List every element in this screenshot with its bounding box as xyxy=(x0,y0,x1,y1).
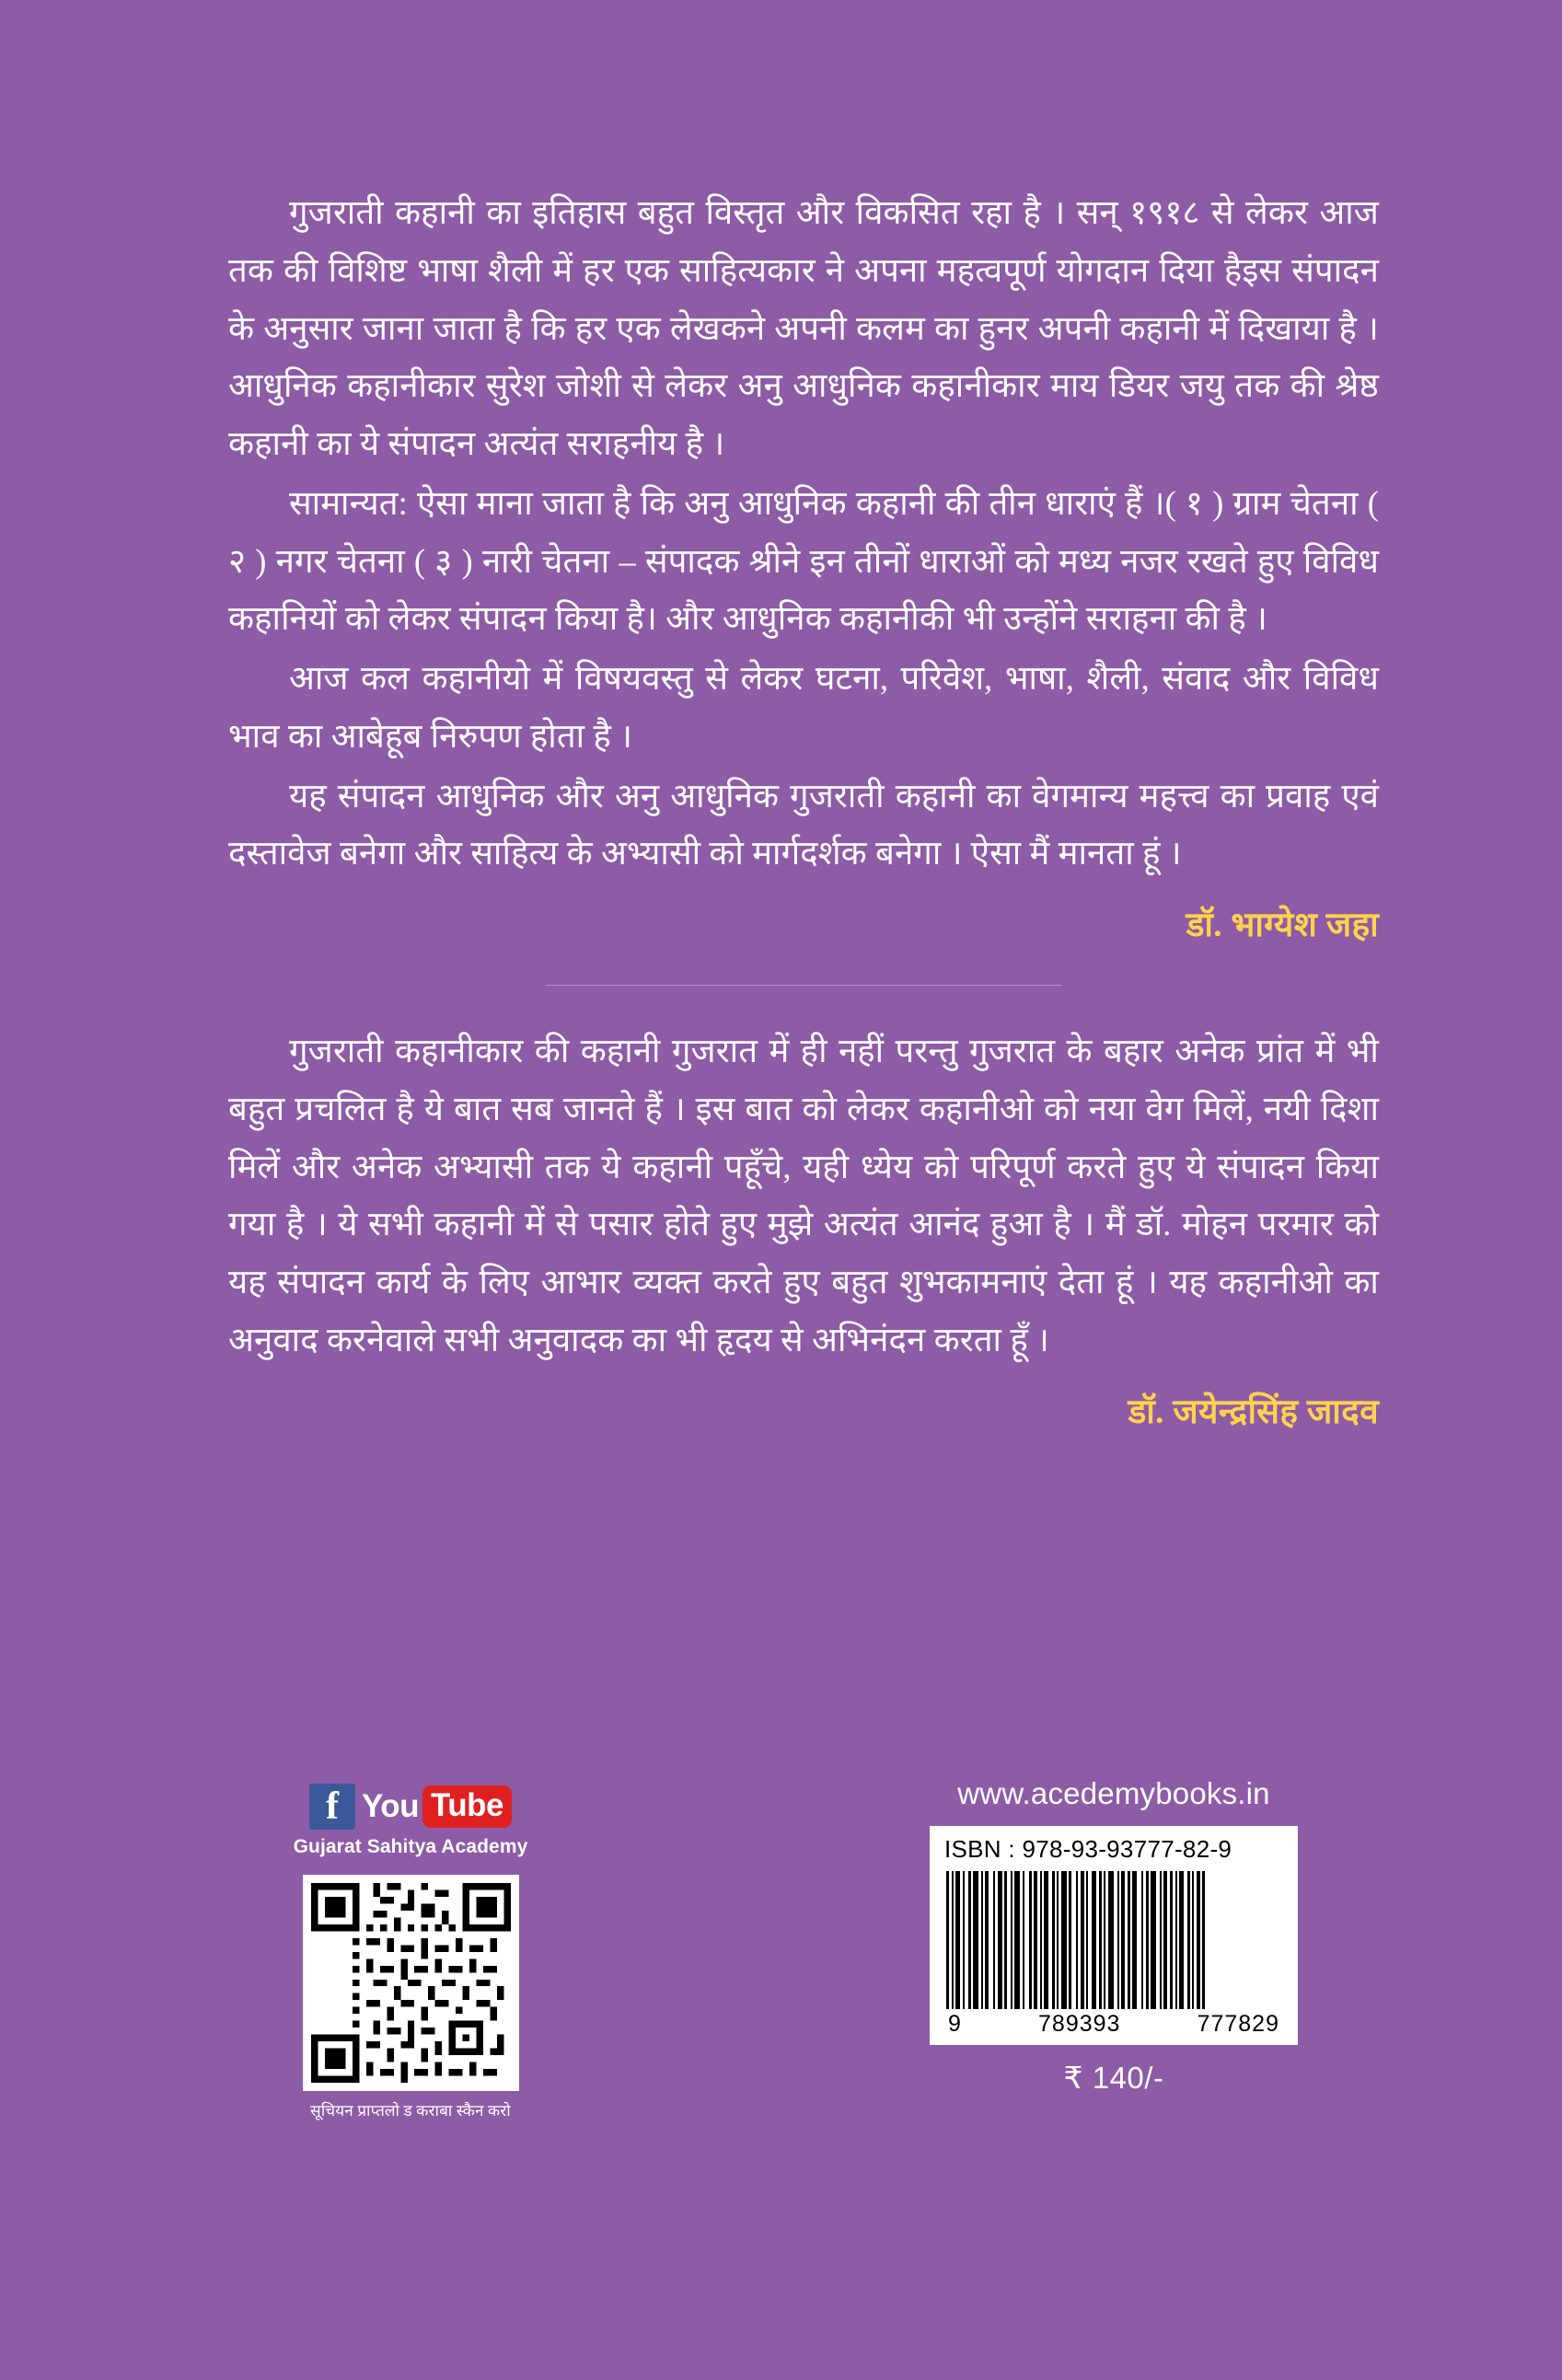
social-row xyxy=(291,1784,530,1830)
barcode-digit-mid: 789393 xyxy=(1038,2011,1121,2037)
blurb-top-signature: डॉ. भाग्येश जहा xyxy=(1186,907,1379,945)
blurb-bottom-paragraph-1: गुजराती कहानीकार की कहानी गुजरात में ही नहीं परन्तु गुजरात के बहार अनेक प्रांत में भी बहुत प्रचलित है ये बात सब जानते हैं । इस बात को लेकर कहानीओ को नया वेग मिलें, नयी दिशा मिलें और अनेक अभ्यासी तक ये कहानी पहूँचे, यही ध्येय को परिपूर्ण करते हुए ये संपादन किया गया है । ये सभी कहानी में से पसार होते हुए मुझे अत्यंत आनंद हुआ है । मैं डॉ. मोहन परमार को यह संपादन कार्य के लिए आभार व्यक्त करते हुए बहुत शुभकामनाएं देता हूं । यह कहानीओ का अनुवाद करनेवाले सभी अनुवादक का भी हृदय से अभिनंदन करता हूँ । xyxy=(228,1032,1379,1359)
barcode-digits xyxy=(941,2009,1287,2038)
footer xyxy=(0,1776,1562,2255)
isbn-text: ISBN : 978-93-93777-82-9 xyxy=(944,1835,1232,1863)
blurb-top-paragraph-4: यह संपादन आधुनिक और अनु आधुनिक गुजराती कहानी का वेगमान्य महत्त्व का प्रवाह एवं दस्तावेज बनेगा और साहित्य के अभ्यासी को मार्गदर्शक बनेगा । ऐसा मैं मानता हूं । xyxy=(228,776,1379,872)
blurb-bottom-signature: डॉ. जयेन्द्रसिंह जादव xyxy=(1128,1392,1379,1431)
blurb-top-paragraph-1: गुजराती कहानी का इतिहास बहुत विस्तृत और विकसित रहा है । सन् १९१८ से लेकर आज तक की विशिष्ट भाषा शैली में हर एक साहित्यकार ने अपना महत्वपूर्ण योगदान दिया हैइस संपादन के अनुसार जाना जाता है कि हर एक लेखकने अपनी कलम का हुनर अपनी कहानी में दिखाया है । आधुनिक कहानीकार सुरेश जोशी से लेकर अनु आधुनिक कहानीकार माय डियर जयु तक की श्रेष्ठ कहानी का ये संपादन अत्यंत सराहनीय है । xyxy=(228,193,1379,463)
youtube-icon[interactable] xyxy=(362,1785,512,1828)
barcode-digit-left: 9 xyxy=(948,2011,962,2037)
youtube-tube-text: Tube xyxy=(422,1785,512,1828)
academy-label: Gujarat Sahitya Academy xyxy=(293,1836,528,1857)
facebook-icon[interactable]: f xyxy=(309,1784,355,1830)
blurb-top-paragraph-2: सामान्यत: ऐसा माना जाता है कि अनु आधुनिक कहानी की तीन धाराएं हैं ।( १ ) ग्राम चेतना ( २ ) नगर चेतना ( ३ ) नारी चेतना – संपादक श्रीने इन तीनों धाराओं को मध्य नजर रखते हुए विविध कहानियों को लेकर संपादन किया है। और आधुनिक कहानीकी भी उन्होंने सराहना की है । xyxy=(228,483,1379,638)
qr-code-image xyxy=(311,1883,511,2083)
qr-code[interactable] xyxy=(303,1875,519,2091)
isbn-block xyxy=(920,1776,1307,2096)
youtube-you-text: You xyxy=(361,1788,419,1824)
blurb-top-paragraph-3: आज कल कहानीयो में विषयवस्तु से लेकर घटना, परिवेश, भाषा, शैली, संवाद और विविध भाव का आबेहूब निरुपण होता है । xyxy=(228,659,1379,755)
website-url[interactable]: www.acedemybooks.in xyxy=(957,1776,1270,1810)
blurb-content xyxy=(228,184,1379,1433)
section-divider xyxy=(546,985,1061,986)
price-label: ₹ 140/- xyxy=(1063,2061,1164,2095)
qr-caption: सूचियन प्राप्तलो ड कराबा स्कैन करो xyxy=(310,2102,511,2120)
barcode-bars xyxy=(941,1871,1287,2009)
barcode-digit-right: 777829 xyxy=(1197,2011,1279,2037)
social-block xyxy=(291,1784,530,2120)
barcode-box xyxy=(930,1826,1298,2045)
